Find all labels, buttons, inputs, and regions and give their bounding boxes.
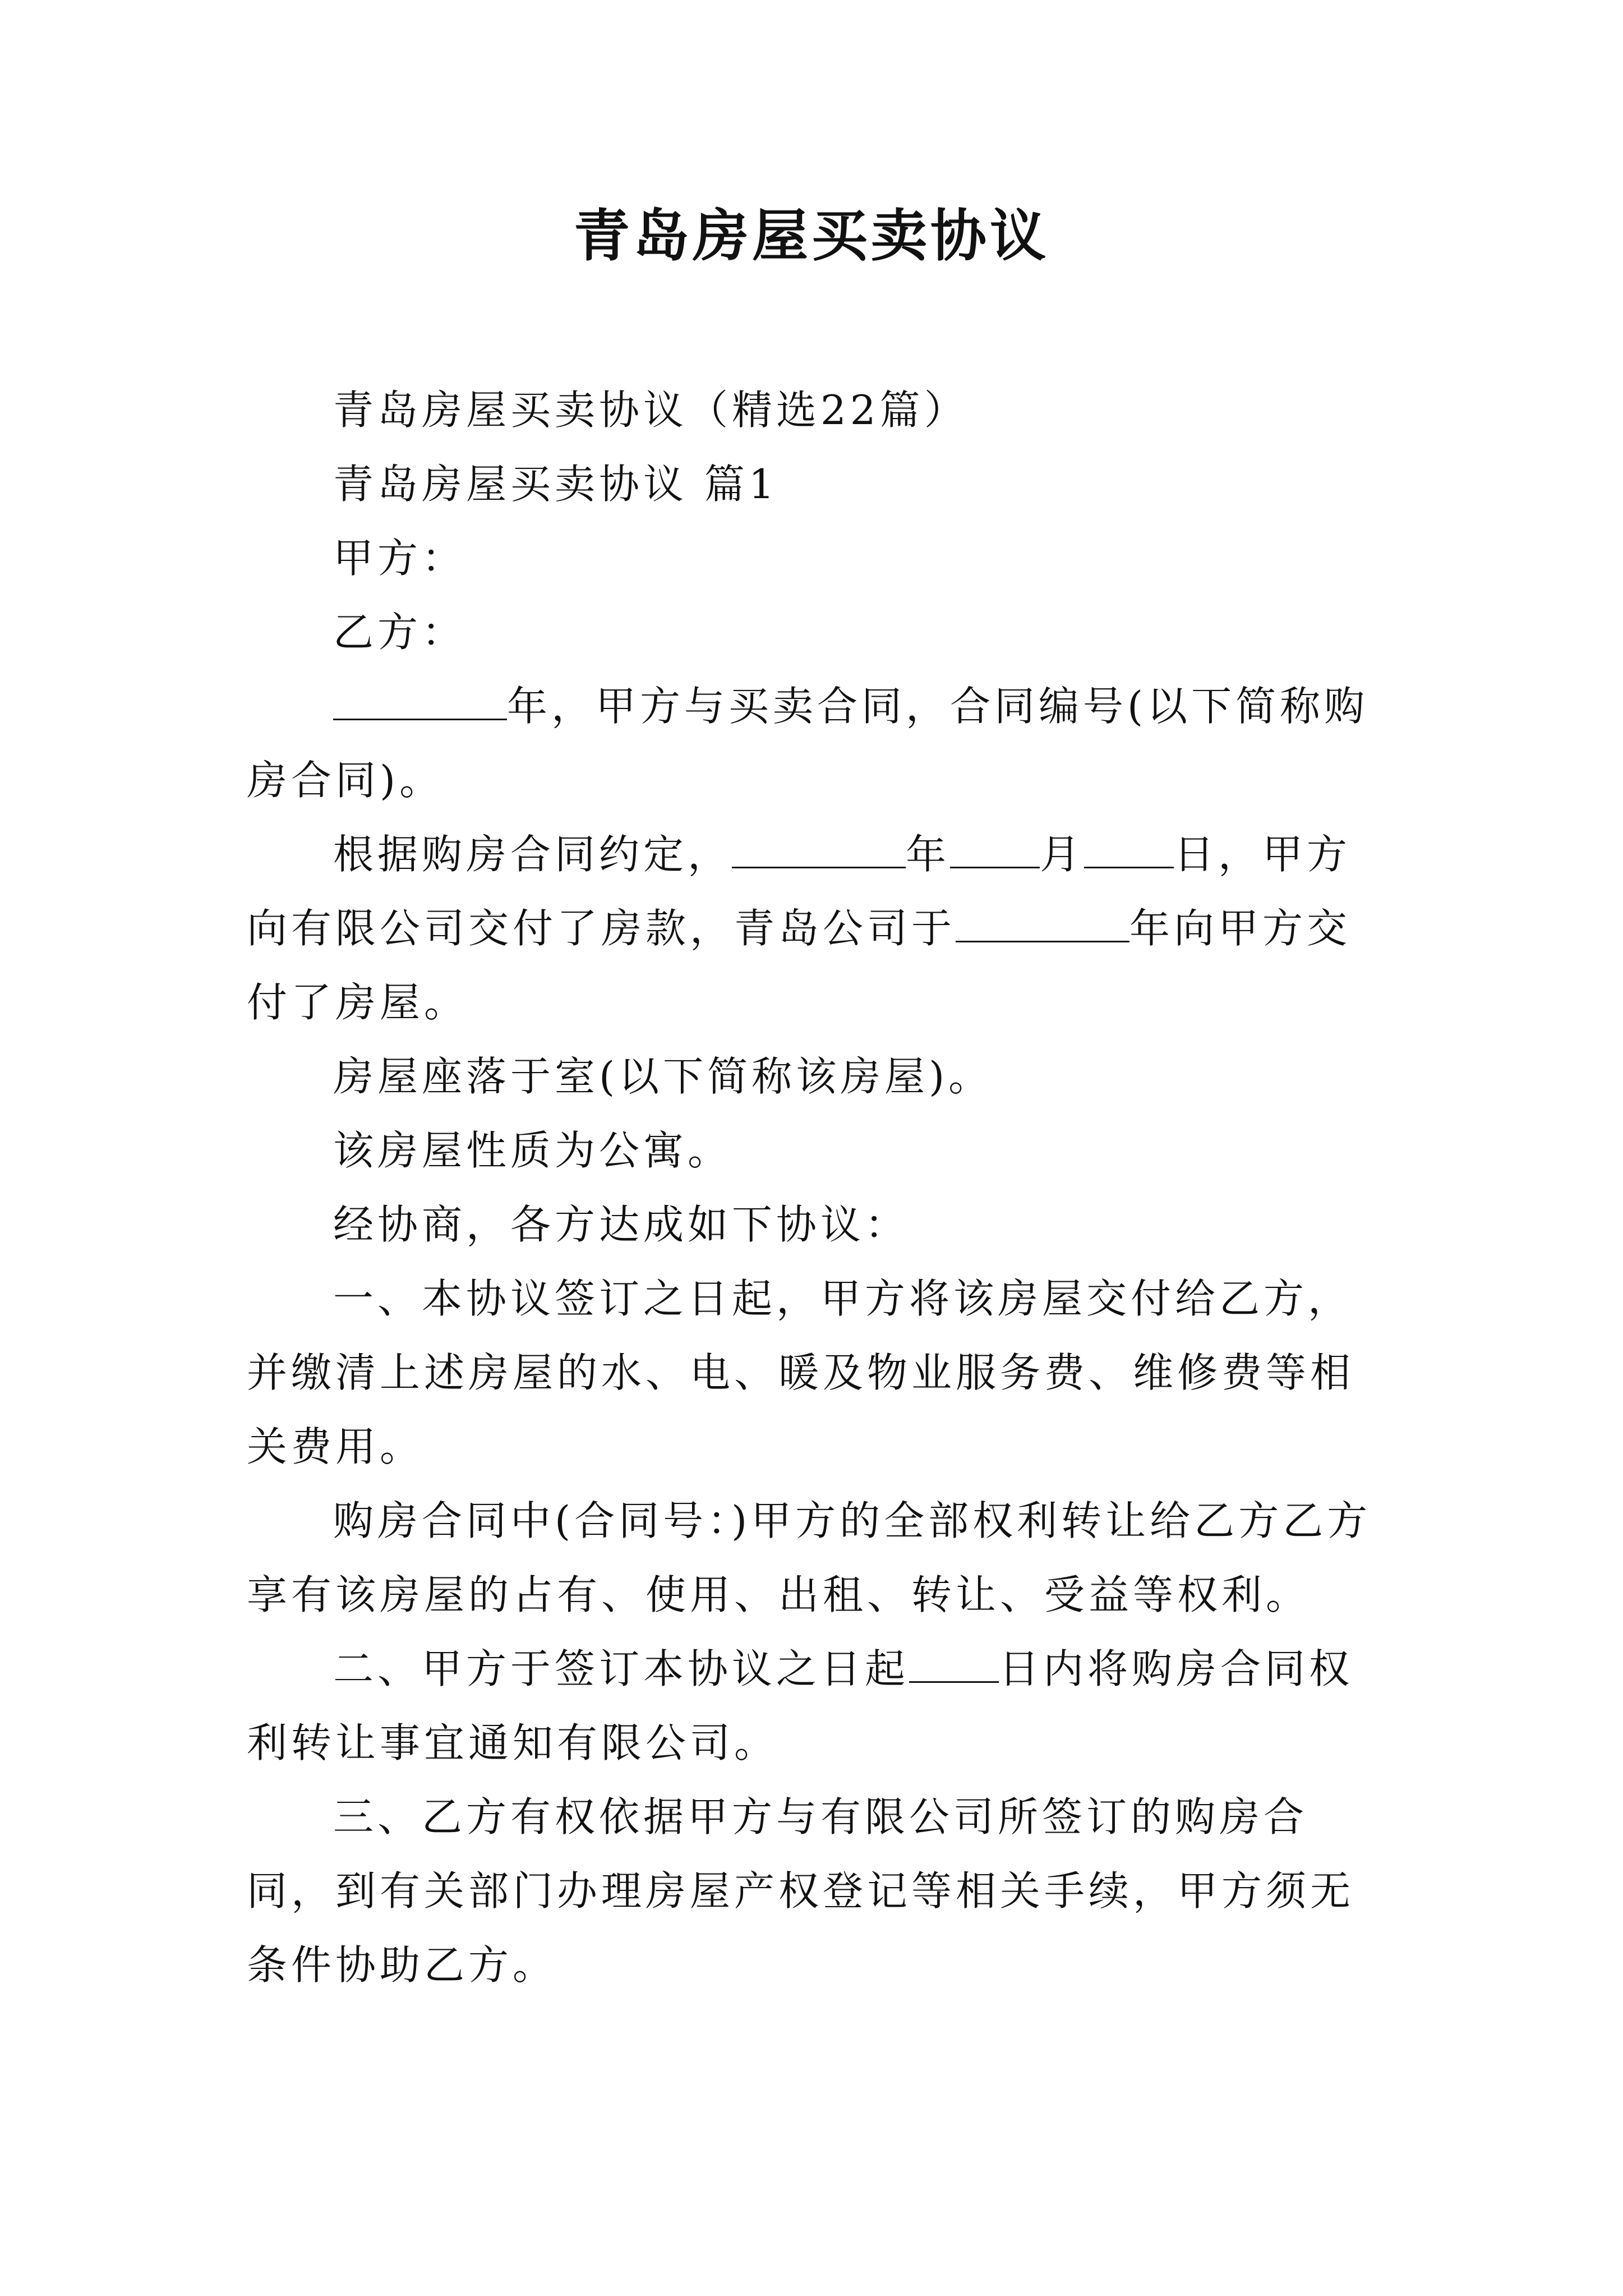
- year-blank: [333, 680, 507, 720]
- contract-paragraph: [247, 669, 1385, 817]
- agreement-paragraph: 经协商，各方达成如下协议：: [333, 1201, 910, 1248]
- party-b-line: 乙方：: [333, 609, 467, 656]
- nature-paragraph: 该房屋性质为公寓。: [333, 1127, 732, 1174]
- location-paragraph: 房屋座落于室(以下简称该房屋)。: [333, 1053, 993, 1100]
- payment-year-blank: [732, 829, 906, 868]
- payment-text-4: 日，甲方向有限公司交付了房款，青岛公司于: [247, 831, 1352, 952]
- clause-2-text-2: 日内将购房合同权利转让事宜通知有限公司。: [247, 1645, 1354, 1766]
- clause-2-text-1: 二、甲方于签订本协议之日起: [333, 1645, 910, 1692]
- contract-text: 年，甲方与买卖合同，合同编号(以下简称购房合同)。: [247, 683, 1369, 804]
- clause-1-rights: 购房合同中(合同号：)甲方的全部权利转让给乙方乙方享有该房屋的占有、使用、出租、转让、受益等权利。: [247, 1497, 1372, 1618]
- payment-text-3: 月: [1040, 831, 1085, 878]
- party-a-line: 甲方：: [333, 535, 467, 582]
- clause-2: [247, 1632, 1385, 1780]
- payment-text-5: 年向甲方交付了房屋。: [247, 905, 1352, 1026]
- document-subtitle: 青岛房屋买卖协议（精选22篇）: [333, 386, 969, 434]
- clause-1: 一、本协议签订之日起，甲方将该房屋交付给乙方，并缴清上述房屋的水、电、暖及物业服务费、维修费等相关费用。: [247, 1275, 1355, 1470]
- clause-3: 三、乙方有权依据甲方与有限公司所签订的购房合同，到有关部门办理房屋产权登记等相关手续，甲方须无条件协助乙方。: [247, 1793, 1355, 1989]
- payment-text-1: 根据购房合同约定，: [333, 831, 732, 878]
- payment-paragraph: [247, 817, 1385, 1039]
- days-blank: [909, 1643, 999, 1683]
- payment-day-blank: [1084, 829, 1174, 868]
- section-heading: 青岛房屋买卖协议 篇1: [333, 461, 778, 508]
- document-body: [247, 373, 1385, 2002]
- document-title: 青岛房屋买卖协议: [574, 203, 1049, 269]
- delivery-year-blank: [956, 903, 1129, 942]
- payment-text-2: 年: [906, 831, 951, 878]
- payment-month-blank: [950, 829, 1040, 868]
